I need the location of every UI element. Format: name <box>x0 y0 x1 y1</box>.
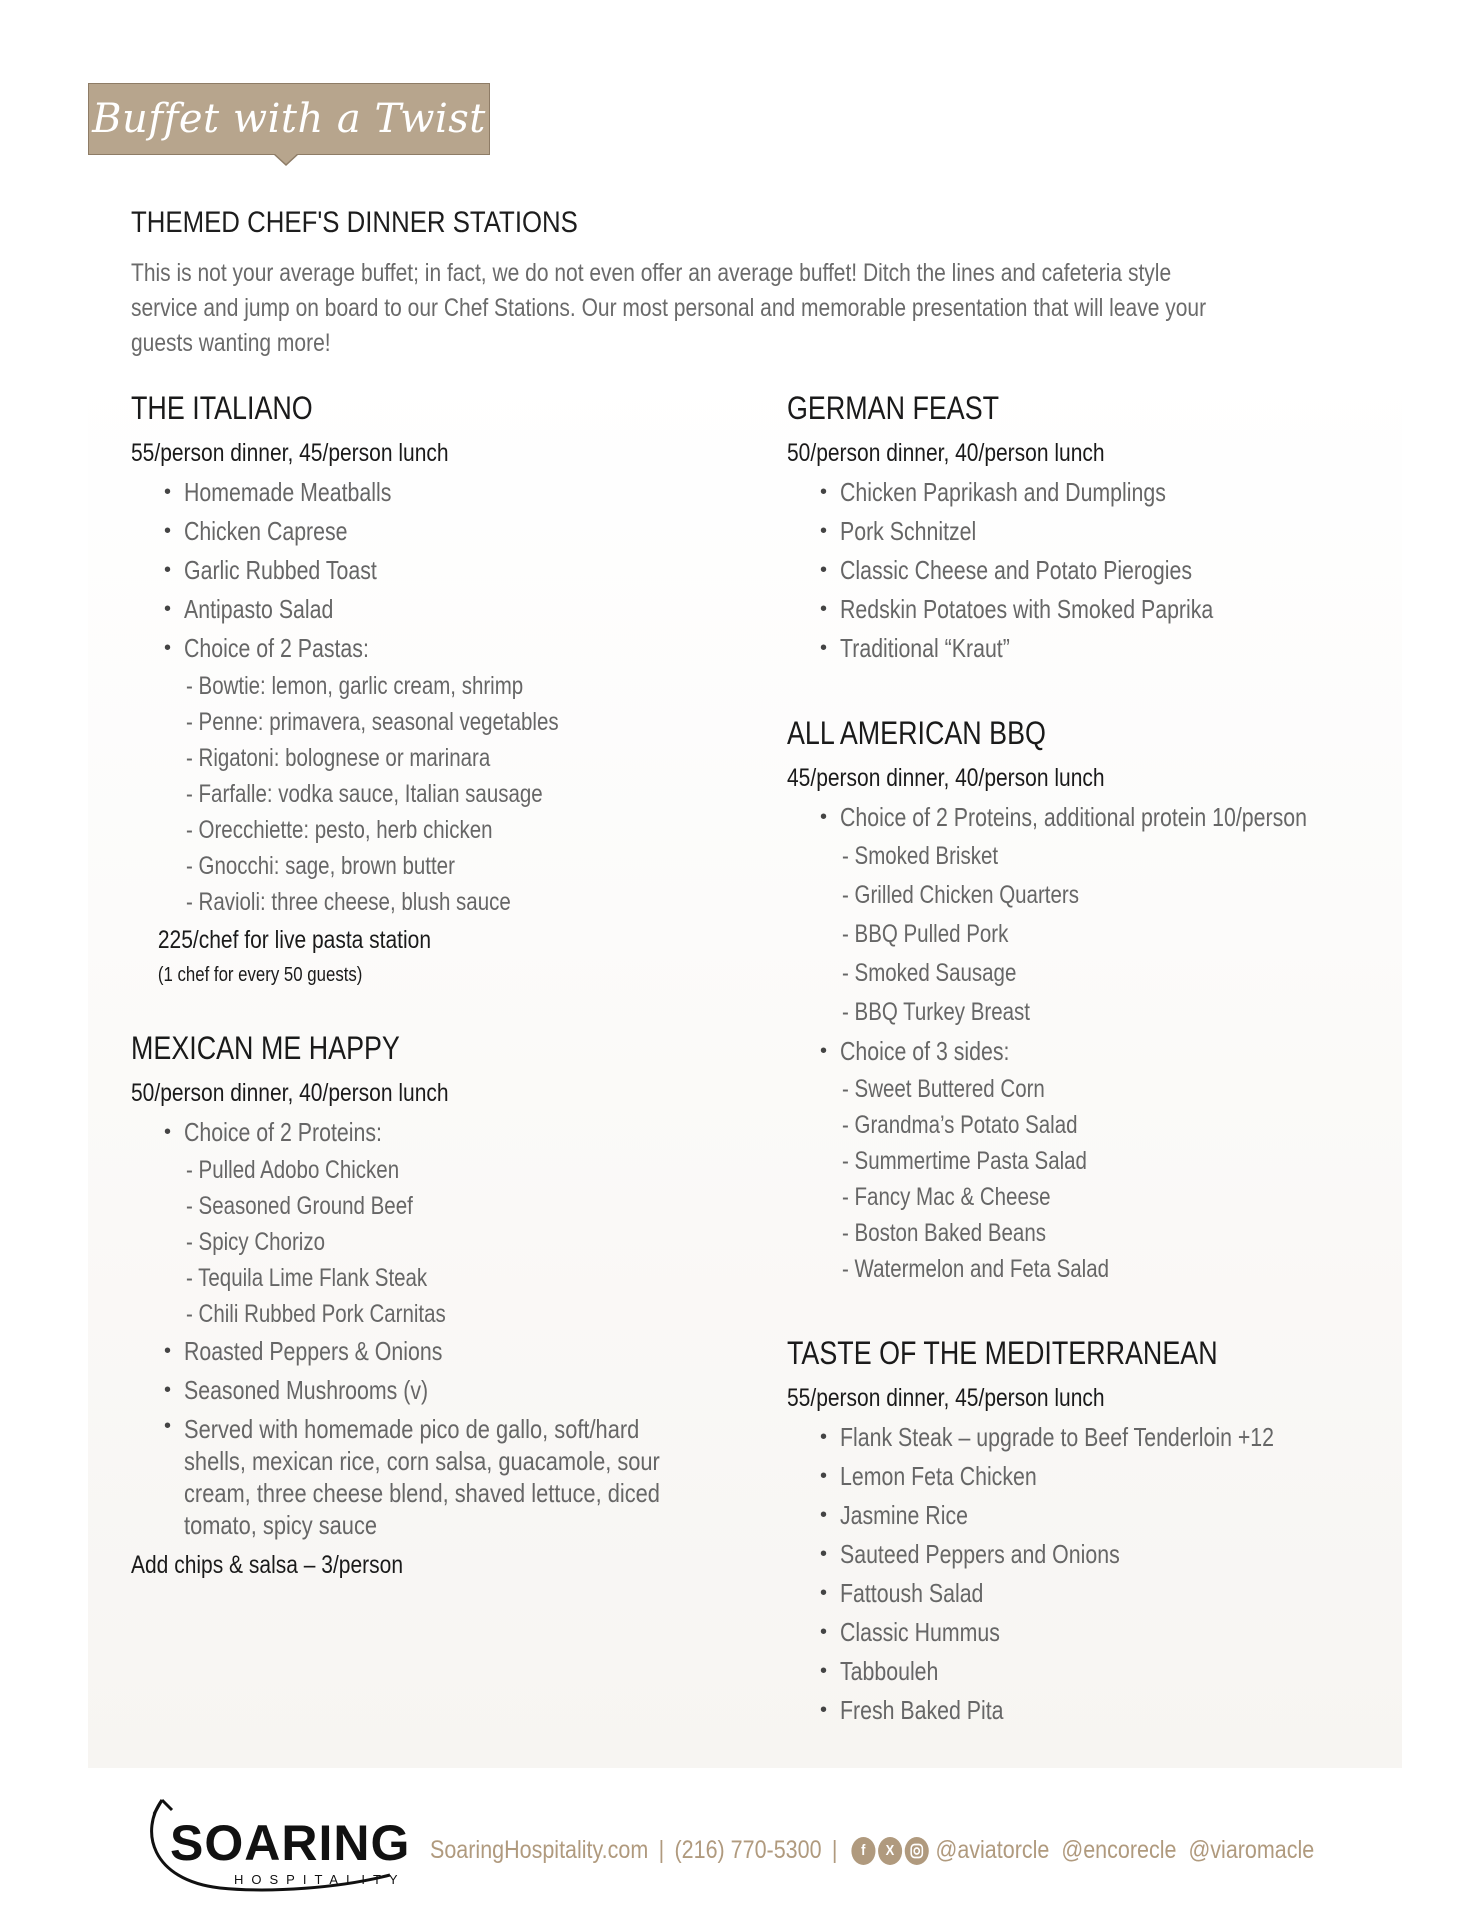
x-icon[interactable]: X <box>878 1837 902 1865</box>
list-item: • Jasmine Rice <box>787 1496 1447 1535</box>
social-handle[interactable]: @encorecle <box>1061 1836 1177 1864</box>
section-price: 45/person dinner, 40/person lunch <box>787 764 1105 792</box>
list-item: • Chicken Paprikash and Dumplings <box>787 473 1447 512</box>
facebook-icon[interactable]: f <box>851 1837 875 1865</box>
list-item: • Redskin Potatoes with Smoked Paprika <box>787 590 1447 629</box>
website-link[interactable]: SoaringHospitality.com <box>430 1836 649 1864</box>
intro-text: This is not your average buffet; in fact, we do not even offer an average buffet! Ditch the lines and cafeteria style service and jump on board to our Chef Stations. Our most personal and memorable presentation that will leave your guests wanting more! <box>131 259 1207 357</box>
list-item: • Seasoned Mushrooms (v) <box>131 1371 791 1410</box>
list-item: • Antipasto Salad <box>131 590 791 629</box>
logo-wordmark: SOARING <box>170 1815 411 1871</box>
title-banner <box>88 83 490 155</box>
divider: | <box>831 1836 838 1864</box>
sub-item: - BBQ Turkey Breast <box>842 998 1030 1026</box>
section-price: 50/person dinner, 40/person lunch <box>131 1079 449 1107</box>
logo-subtitle: HOSPITALITY <box>234 1872 406 1887</box>
sub-item: - Grandma’s Potato Salad <box>842 1111 1078 1139</box>
sub-item: - Sweet Buttered Corn <box>842 1075 1045 1103</box>
item-list <box>131 473 791 920</box>
item-list <box>131 1113 791 1545</box>
section-title: THE ITALIANO <box>131 390 313 426</box>
bullet-icon: • <box>820 598 828 620</box>
section-bbq <box>787 715 1447 1287</box>
bullet-icon: • <box>820 806 828 828</box>
sub-item: - Rigatoni: bolognese or marinara <box>186 744 491 772</box>
social-handle[interactable]: @viaromacle <box>1188 1836 1315 1864</box>
list-item: • Classic Hummus <box>787 1613 1447 1652</box>
banner-title: Buffet with a Twist <box>92 96 486 142</box>
bullet-icon: • <box>820 1621 828 1643</box>
bullet-icon: • <box>164 1379 172 1401</box>
sub-item: - Boston Baked Beans <box>842 1219 1047 1247</box>
bullet-icon: • <box>820 1582 828 1604</box>
sub-item: - Grilled Chicken Quarters <box>842 881 1079 909</box>
list-item: • Fresh Baked Pita <box>787 1691 1447 1730</box>
bullet-icon: • <box>164 1340 172 1362</box>
bullet-icon: • <box>820 559 828 581</box>
phone-number[interactable]: (216) 770-5300 <box>674 1836 822 1864</box>
bullet-icon: • <box>164 598 172 620</box>
list-item: • Choice of 3 sides: <box>787 1032 1447 1071</box>
sub-item: - Fancy Mac & Cheese <box>842 1183 1051 1211</box>
section-title: GERMAN FEAST <box>787 390 1000 426</box>
bullet-icon: • <box>820 1465 828 1487</box>
pasta-station-subnote: (1 chef for every 50 guests) <box>157 964 363 986</box>
section-mediterranean <box>787 1335 1447 1730</box>
section-title: ALL AMERICAN BBQ <box>787 715 1046 751</box>
chips-addon-note: Add chips & salsa – 3/person <box>131 1551 404 1579</box>
list-item: • Choice of 2 Pastas: <box>131 629 791 668</box>
list-item: • Tabbouleh <box>787 1652 1447 1691</box>
list-item: • Roasted Peppers & Onions <box>131 1332 791 1371</box>
list-item: • Chicken Caprese <box>131 512 791 551</box>
item-list <box>787 473 1447 668</box>
sub-item: - Summertime Pasta Salad <box>842 1147 1087 1175</box>
sub-item: - Penne: primavera, seasonal vegetables <box>186 708 559 736</box>
bullet-icon: • <box>820 520 828 542</box>
divider: | <box>658 1836 665 1864</box>
bullet-icon: • <box>164 520 172 542</box>
social-handle[interactable]: @aviatorcle <box>935 1836 1050 1864</box>
sub-item: - Smoked Sausage <box>842 959 1017 987</box>
bullet-icon: • <box>820 1040 828 1062</box>
instagram-icon[interactable] <box>905 1837 929 1865</box>
list-item: • Served with homemade pico de gallo, soft/hard shells, mexican rice, corn salsa, guacamole, sour cream, three cheese blend, shaved lettuce, diced tomato, spicy sauce <box>131 1410 791 1545</box>
list-item: • Lemon Feta Chicken <box>787 1457 1447 1496</box>
sub-item: - Spicy Chorizo <box>186 1228 325 1256</box>
sub-item: - Orecchiette: pesto, herb chicken <box>186 816 493 844</box>
list-item: • Choice of 2 Proteins: <box>131 1113 791 1152</box>
sub-item: - BBQ Pulled Pork <box>842 920 1009 948</box>
list-item: • Choice of 2 Proteins, additional protein 10/person <box>787 798 1447 837</box>
sub-item: - Gnocchi: sage, brown butter <box>186 852 455 880</box>
list-item: • Flank Steak – upgrade to Beef Tenderloin +12 <box>787 1418 1447 1457</box>
bullet-icon: • <box>164 637 172 659</box>
footer <box>0 1780 1484 1920</box>
contact-line <box>430 1836 1326 1865</box>
sub-item: - Smoked Brisket <box>842 842 999 870</box>
list-item: • Fattoush Salad <box>787 1574 1447 1613</box>
bullet-icon: • <box>820 637 828 659</box>
bullet-icon: • <box>164 1415 172 1437</box>
sub-item: - Farfalle: vodka sauce, Italian sausage <box>186 780 543 808</box>
section-price: 55/person dinner, 45/person lunch <box>131 439 449 467</box>
intro-title: THEMED CHEF'S DINNER STATIONS <box>131 206 578 239</box>
bullet-icon: • <box>820 1699 828 1721</box>
social-icons <box>851 1837 928 1865</box>
sub-item: - Seasoned Ground Beef <box>186 1192 413 1220</box>
section-italiano <box>131 390 791 990</box>
section-mexican <box>131 1030 791 1585</box>
banner-pointer <box>273 154 299 166</box>
section-price: 50/person dinner, 40/person lunch <box>787 439 1105 467</box>
section-price: 55/person dinner, 45/person lunch <box>787 1384 1105 1412</box>
bullet-icon: • <box>164 559 172 581</box>
list-item: • Garlic Rubbed Toast <box>131 551 791 590</box>
bullet-icon: • <box>820 1660 828 1682</box>
sub-item: - Bowtie: lemon, garlic cream, shrimp <box>186 672 524 700</box>
sub-item: - Tequila Lime Flank Steak <box>186 1264 428 1292</box>
pasta-station-note: 225/chef for live pasta station <box>157 926 432 954</box>
section-title: MEXICAN ME HAPPY <box>131 1030 400 1066</box>
sub-item: - Watermelon and Feta Salad <box>842 1255 1110 1283</box>
sub-item: - Pulled Adobo Chicken <box>186 1156 400 1184</box>
sub-item: - Chili Rubbed Pork Carnitas <box>186 1300 446 1328</box>
item-list <box>787 798 1447 1287</box>
list-item: • Sauteed Peppers and Onions <box>787 1535 1447 1574</box>
section-german <box>787 390 1447 668</box>
bullet-icon: • <box>164 481 172 503</box>
list-item: • Traditional “Kraut” <box>787 629 1447 668</box>
bullet-icon: • <box>820 481 828 503</box>
section-title: TASTE OF THE MEDITERRANEAN <box>787 1335 1218 1371</box>
list-item: • Pork Schnitzel <box>787 512 1447 551</box>
soaring-logo <box>140 1780 410 1900</box>
bullet-icon: • <box>820 1543 828 1565</box>
sub-item: - Ravioli: three cheese, blush sauce <box>186 888 511 916</box>
bullet-icon: • <box>820 1426 828 1448</box>
bullet-icon: • <box>164 1121 172 1143</box>
list-item: • Homemade Meatballs <box>131 473 791 512</box>
item-list <box>787 1418 1447 1730</box>
bullet-icon: • <box>820 1504 828 1526</box>
list-item: • Classic Cheese and Potato Pierogies <box>787 551 1447 590</box>
